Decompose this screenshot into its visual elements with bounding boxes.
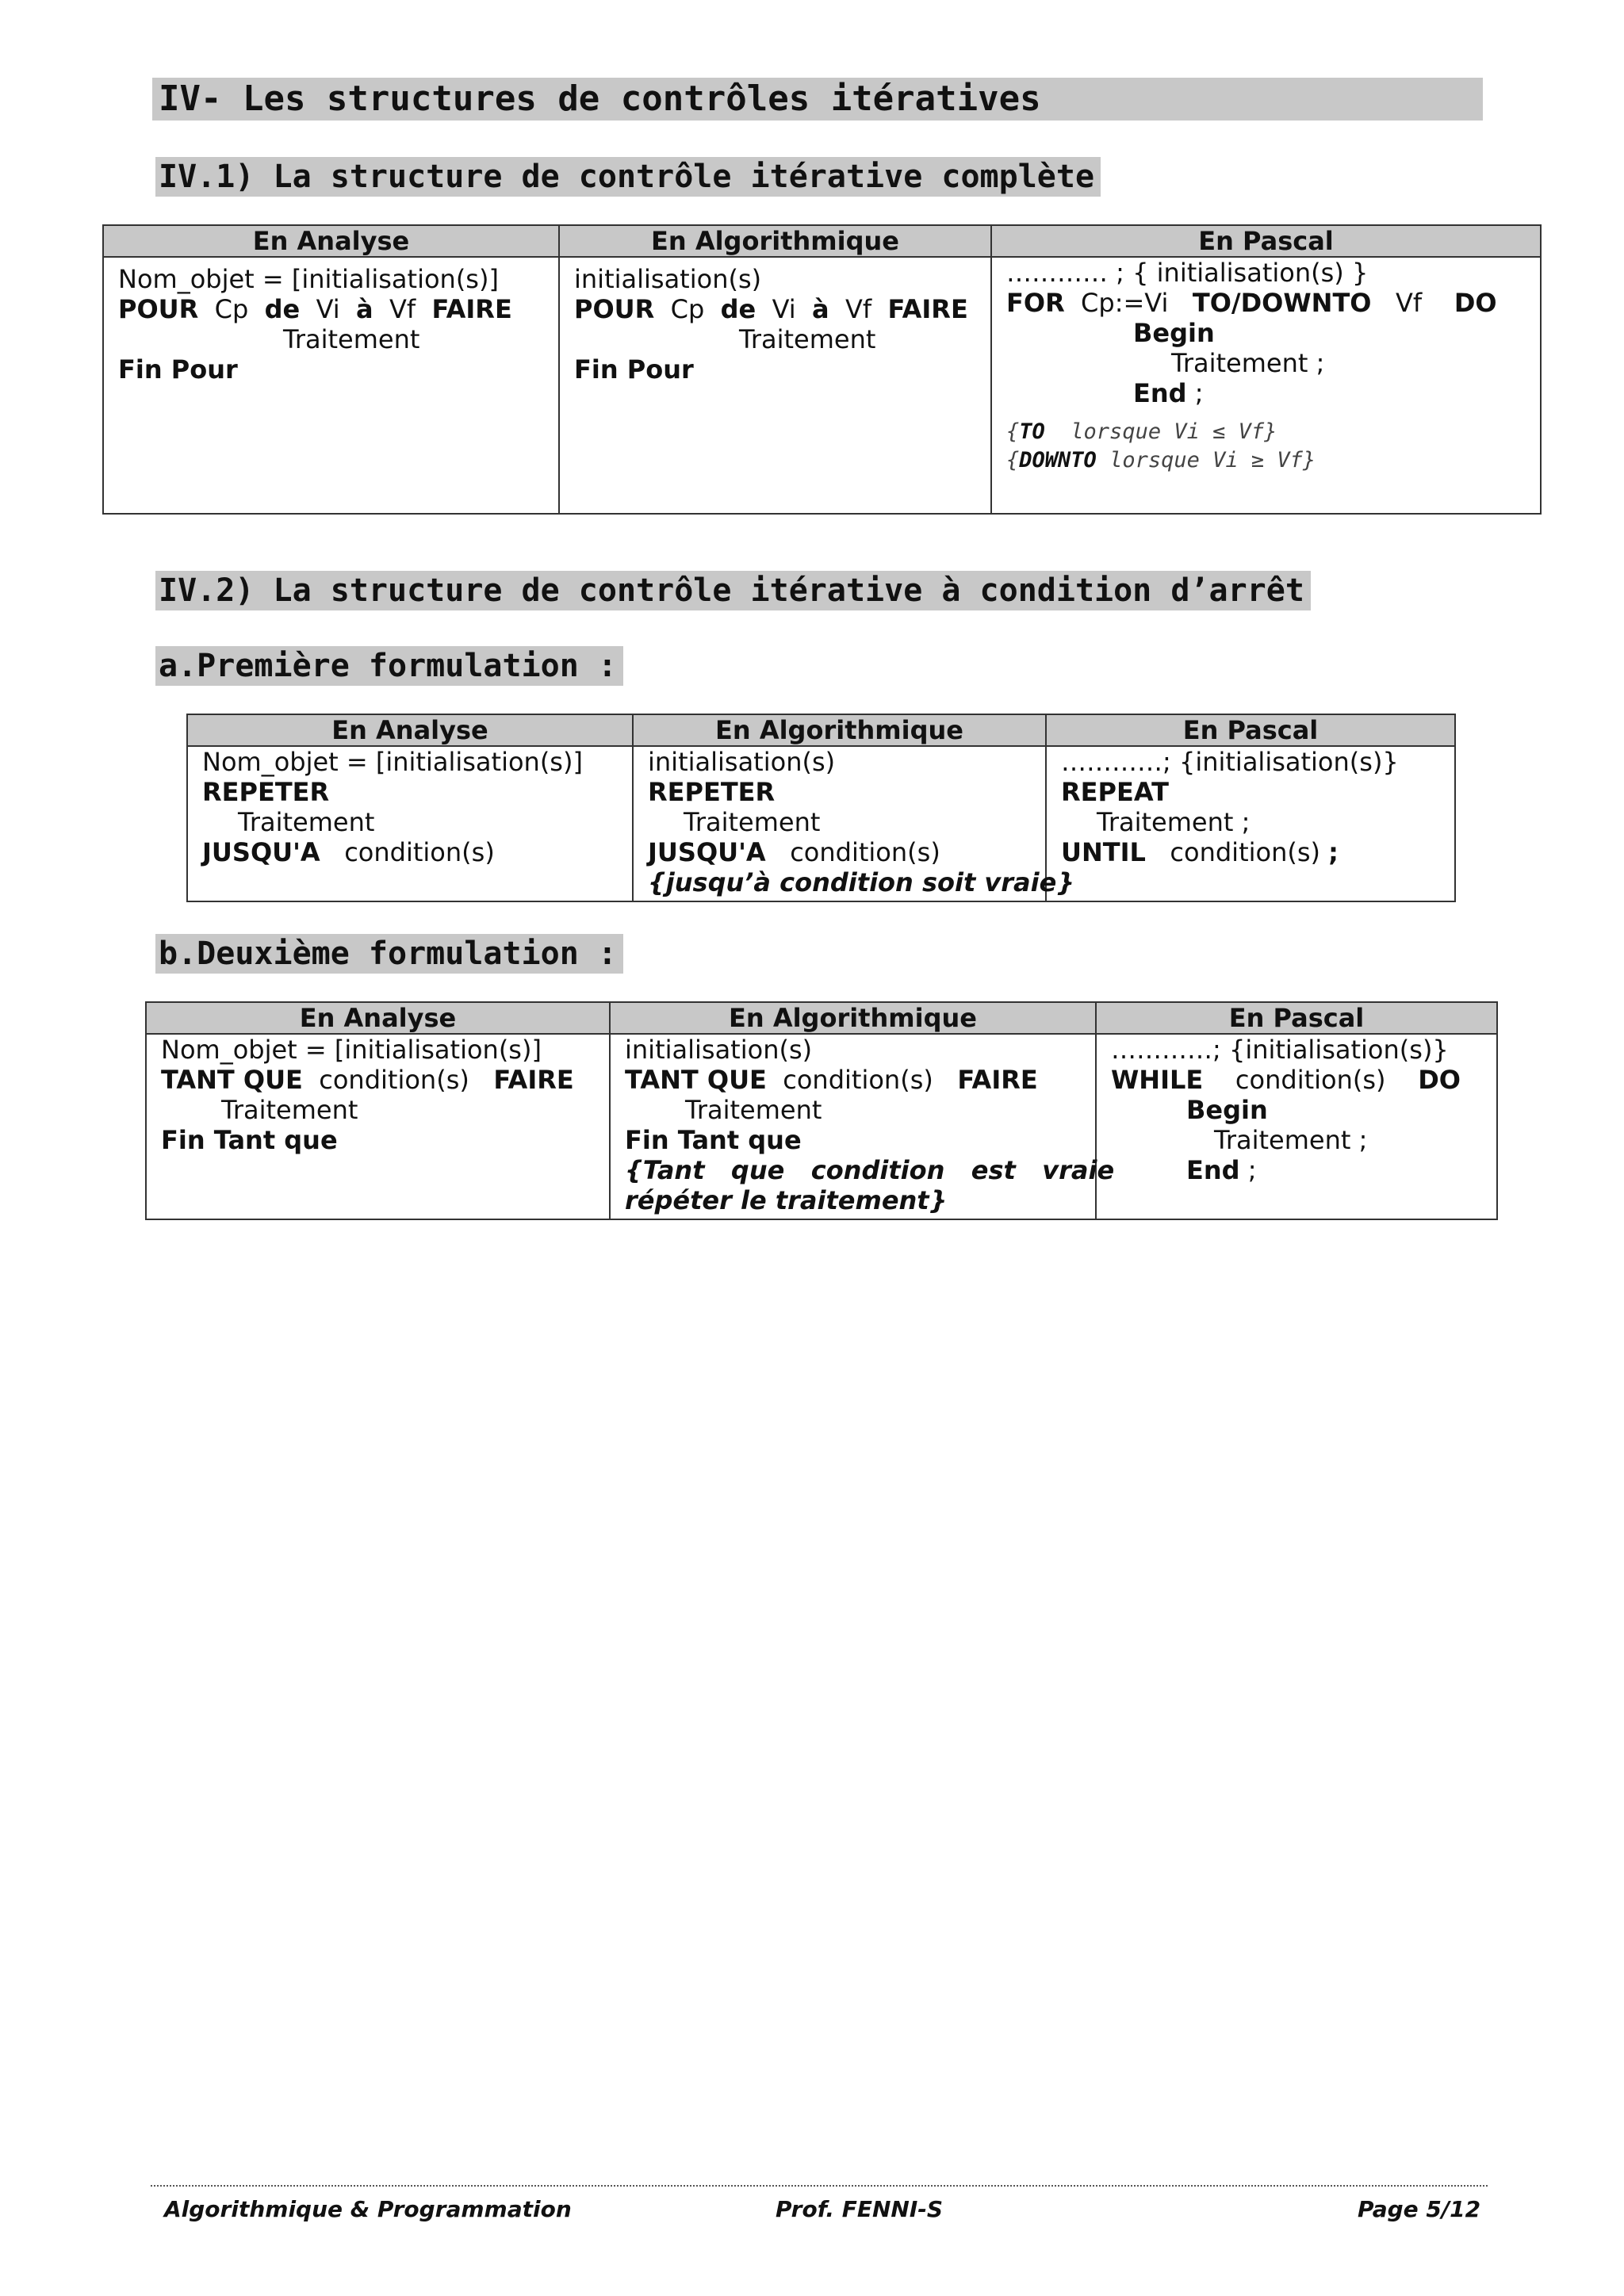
traitement-line: Traitement ; — [1214, 1125, 1368, 1155]
subsection-title-2: IV.2) La structure de contrôle itérative à condition d’arrêt — [155, 571, 1311, 610]
init-line: …………; {initialisation(s)} — [1061, 747, 1399, 777]
repeter-line: REPETER — [648, 777, 776, 807]
cell-pascal — [1096, 1034, 1497, 1219]
comment-line-2: répéter le traitement} — [625, 1185, 948, 1215]
col-header-analyse: En Analyse — [187, 714, 633, 746]
traitement-line: Traitement — [283, 324, 420, 354]
traitement-line: Traitement — [684, 807, 821, 837]
cell-algorithmique — [559, 257, 991, 514]
init-line: …………; {initialisation(s)} — [1111, 1035, 1449, 1065]
col-header-pascal: En Pascal — [1046, 714, 1455, 746]
formulation-b-title: b.Deuxième formulation : — [155, 934, 623, 974]
col-header-pascal: En Pascal — [991, 225, 1541, 257]
tant-que-line: TANT QUE condition(s) FAIRE — [161, 1065, 574, 1095]
footer-page-number: Page 5/12 — [1358, 2196, 1481, 2222]
fin-pour-line: Fin Pour — [118, 354, 238, 385]
pour-line: POUR Cp de Vi à Vf FAIRE — [574, 294, 968, 324]
col-header-pascal: En Pascal — [1096, 1002, 1497, 1034]
comment-to: {TO lorsque Vi ≤ Vf} — [1006, 419, 1277, 444]
init-line: Nom_objet = [initialisation(s)] — [161, 1035, 542, 1065]
traitement-line: Traitement — [685, 1095, 822, 1125]
col-header-algorithmique: En Algorithmique — [559, 225, 991, 257]
while-line: WHILE condition(s) DO — [1111, 1065, 1461, 1095]
init-line: Nom_objet = [initialisation(s)] — [118, 264, 499, 294]
col-header-analyse: En Analyse — [103, 225, 559, 257]
end-line: End ; — [1133, 378, 1204, 408]
repeter-line: REPETER — [202, 777, 330, 807]
cell-analyse — [103, 257, 559, 514]
col-header-analyse: En Analyse — [146, 1002, 610, 1034]
formulation-a-title: a.Première formulation : — [155, 646, 623, 686]
begin-line: Begin — [1133, 318, 1215, 348]
fin-pour-line: Fin Pour — [574, 354, 694, 385]
cell-pascal — [1046, 746, 1455, 901]
col-header-algorithmique: En Algorithmique — [633, 714, 1046, 746]
cell-analyse — [146, 1034, 610, 1219]
table-iterative-complete — [102, 224, 1542, 515]
init-line: Nom_objet = [initialisation(s)] — [202, 747, 583, 777]
for-line: FOR Cp:=Vi TO/DOWNTO Vf DO — [1006, 288, 1497, 318]
fin-tant-que-line: Fin Tant que — [161, 1125, 338, 1155]
traitement-line: Traitement — [238, 807, 375, 837]
init-line: initialisation(s) — [648, 747, 836, 777]
end-line: End ; — [1186, 1155, 1257, 1185]
footer-divider — [151, 2185, 1488, 2187]
cell-pascal — [991, 257, 1541, 514]
comment-line: {jusqu’à condition soit vraie} — [648, 867, 1075, 897]
init-line: ………… ; { initialisation(s) } — [1006, 258, 1369, 288]
col-header-algorithmique: En Algorithmique — [610, 1002, 1096, 1034]
table-tant-que — [145, 1001, 1498, 1220]
table-repeter — [186, 714, 1456, 902]
tant-que-line: TANT QUE condition(s) FAIRE — [625, 1065, 1038, 1095]
traitement-line: Traitement — [221, 1095, 358, 1125]
comment-line-1: {Tant que condition est vraie — [625, 1155, 1115, 1185]
init-line: initialisation(s) — [625, 1035, 813, 1065]
init-line: initialisation(s) — [574, 264, 762, 294]
traitement-line: Traitement ; — [1171, 348, 1325, 378]
fin-tant-que-line: Fin Tant que — [625, 1125, 802, 1155]
cell-algorithmique — [610, 1034, 1115, 1219]
subsection-title-1: IV.1) La structure de contrôle itérative complète — [155, 157, 1101, 197]
section-title: IV- Les structures de contrôles itératives — [152, 78, 1483, 121]
jusqua-line: JUSQU'A condition(s) — [648, 837, 940, 867]
pour-line: POUR Cp de Vi à Vf FAIRE — [118, 294, 512, 324]
comment-downto: {DOWNTO lorsque Vi ≥ Vf} — [1006, 448, 1316, 473]
footer-course: Algorithmique & Programmation — [164, 2196, 572, 2222]
cell-algorithmique — [633, 746, 1075, 901]
cell-analyse — [187, 746, 633, 901]
jusqua-line: JUSQU'A condition(s) — [202, 837, 495, 867]
repeat-line: REPEAT — [1061, 777, 1169, 807]
traitement-line: Traitement ; — [1097, 807, 1251, 837]
begin-line: Begin — [1186, 1095, 1268, 1125]
until-line: UNTIL condition(s) ; — [1061, 837, 1339, 867]
traitement-line: Traitement — [739, 324, 876, 354]
footer-author: Prof. FENNI-S — [776, 2196, 944, 2222]
